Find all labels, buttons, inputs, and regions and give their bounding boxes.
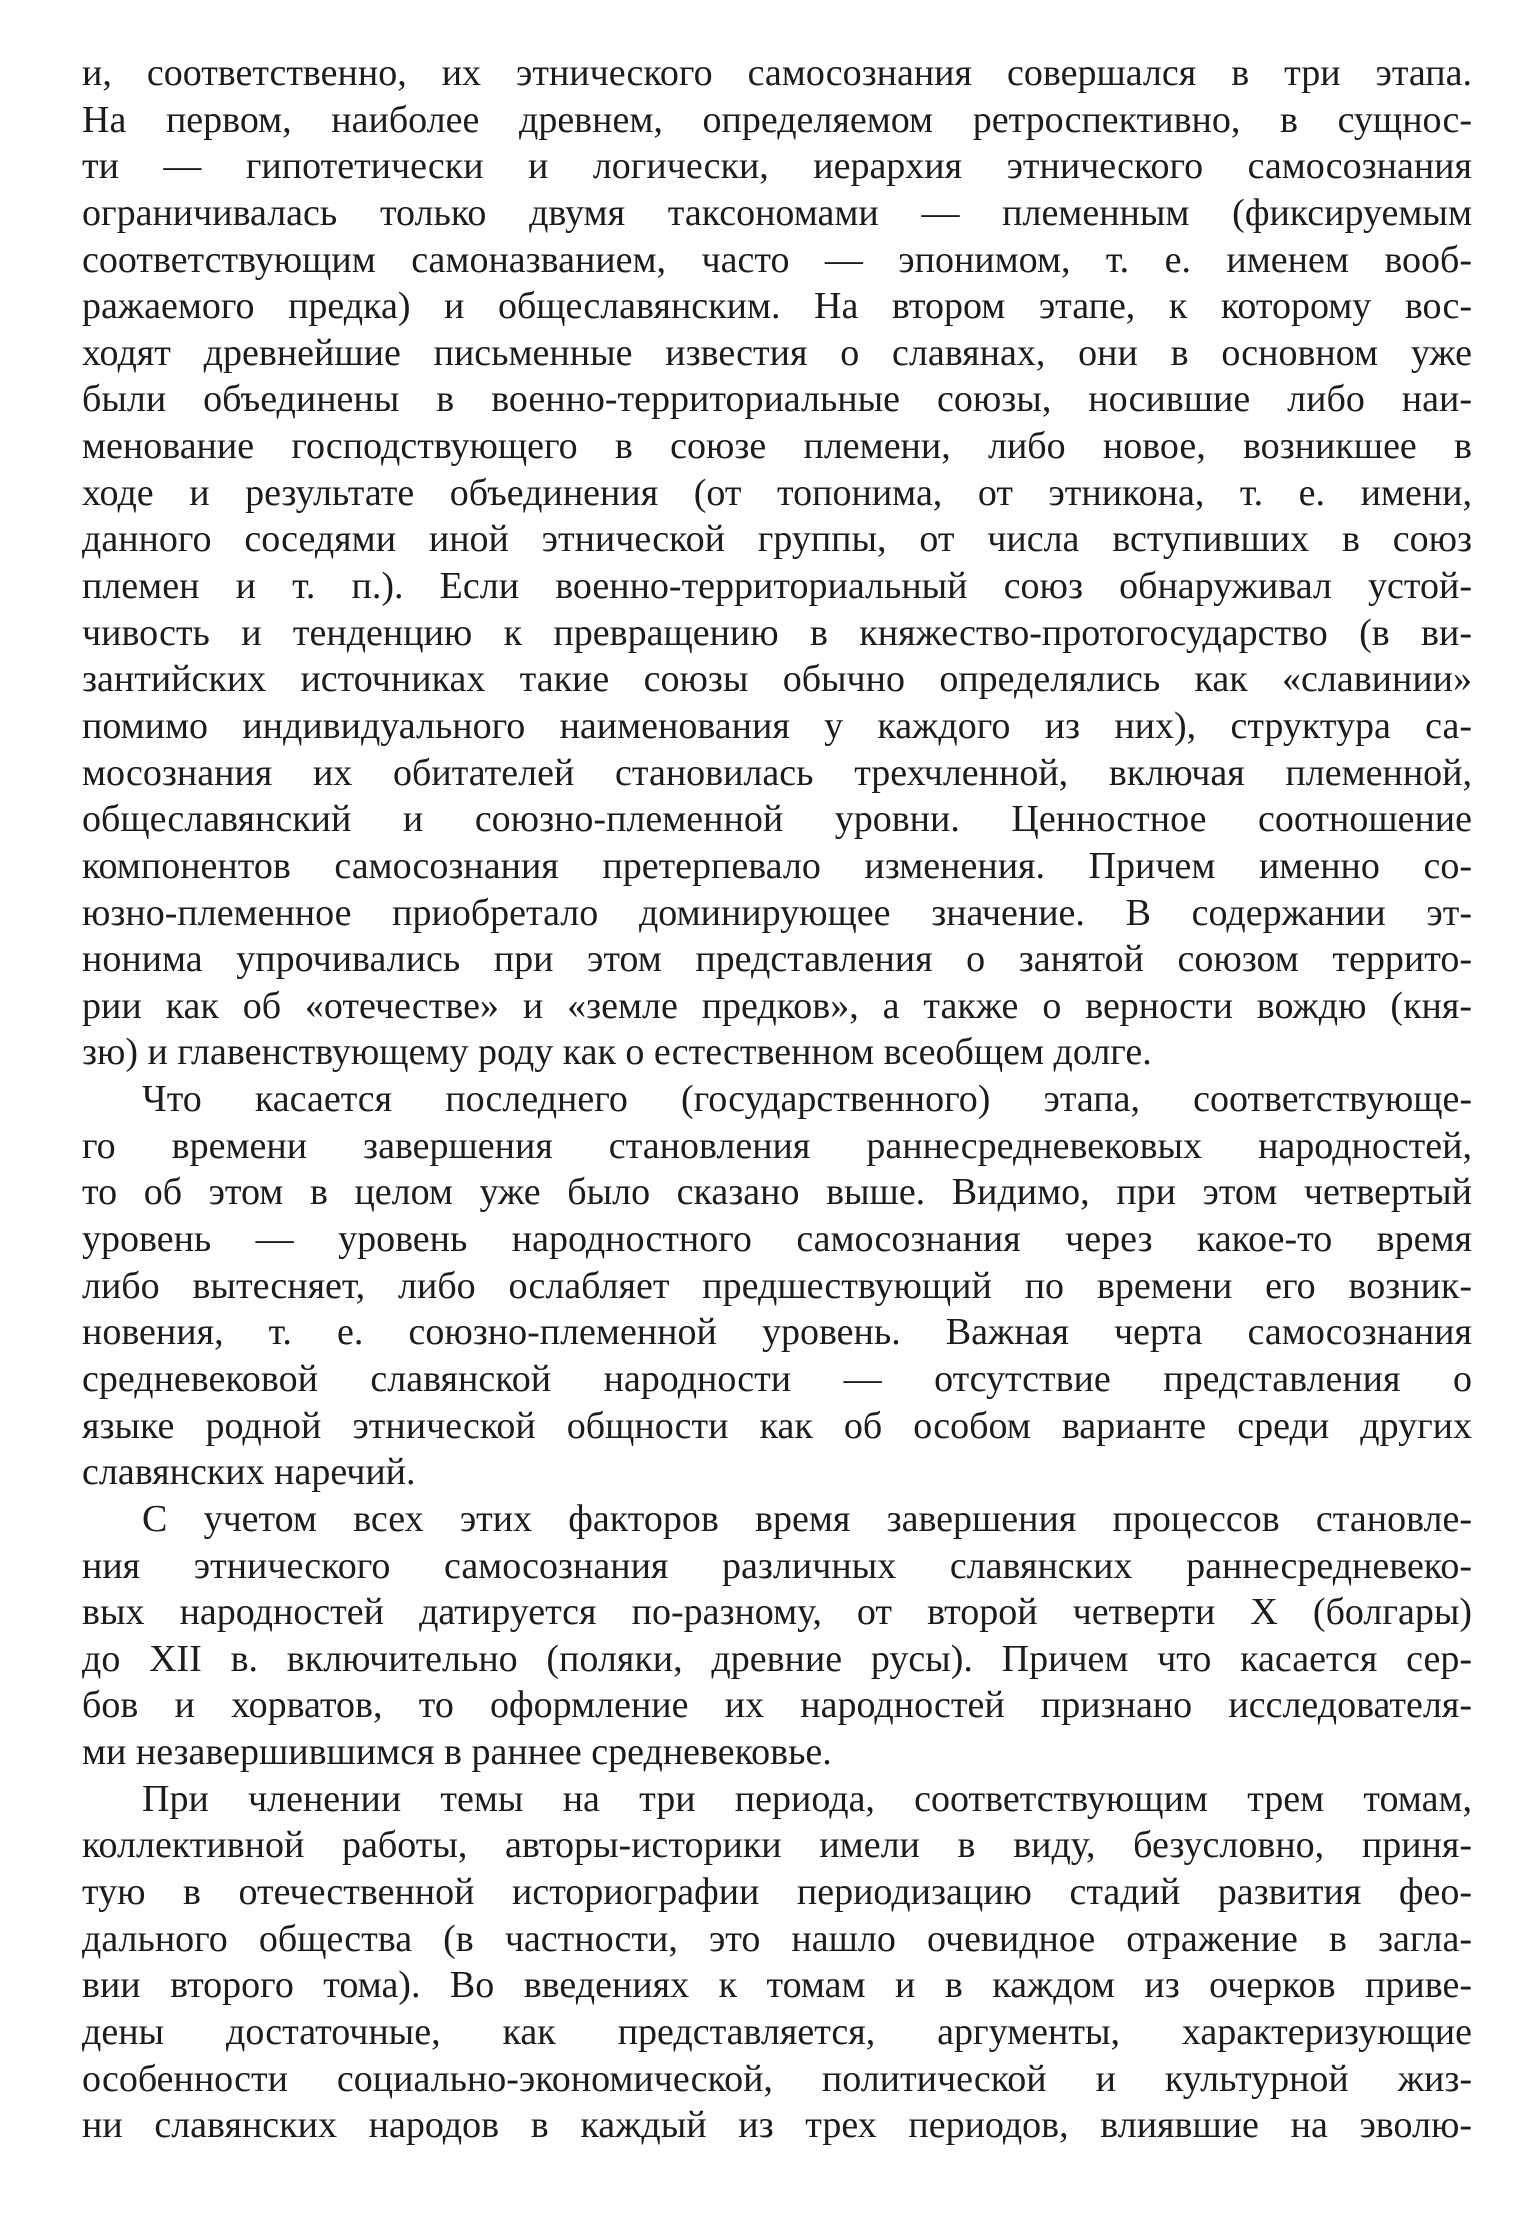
text-line: общеславянский и союзно-племенной уровни. Ценностное соотношение <box>82 798 1472 841</box>
text-line: ти — гипотетически и логически, иерархия этнического самосознания <box>82 145 1472 188</box>
text-line: данного соседями иной этнической группы, от числа вступивших в союз <box>82 518 1472 561</box>
text-line: особенности социально-экономической, политической и культурной жиз- <box>82 2057 1472 2100</box>
text-line: славянских наречий. <box>82 1451 416 1494</box>
text-line: дального общества (в частности, это нашло очевидное отражение в загла- <box>82 1917 1472 1960</box>
paragraph <box>82 1496 1472 1776</box>
text-line: На первом, наиболее древнем, определяемом ретроспективно, в сущнос- <box>82 98 1472 141</box>
text-line: компонентов самосознания претерпевало изменения. Причем именно со- <box>82 844 1472 887</box>
paragraph <box>82 50 1472 1076</box>
text-line: коллективной работы, авторы-историки имели в виду, безусловно, приня- <box>82 1824 1472 1867</box>
text-line: ходе и результате объединения (от топонима, от этникона, т. е. имени, <box>82 471 1472 514</box>
text-line: юзно-племенное приобретало доминирующее значение. В содержании эт- <box>82 891 1472 934</box>
text-line: дены достаточные, как представляется, аргументы, характеризующие <box>82 2010 1472 2053</box>
text-line: ми незавершившимся в раннее средневековье. <box>82 1731 832 1774</box>
text-line: го времени завершения становления раннесредневековых народностей, <box>82 1124 1472 1167</box>
text-line: племен и т. п.). Если военно-территориальный союз обнаруживал устой- <box>82 565 1472 608</box>
text-line: зантийских источниках такие союзы обычно определялись как «славинии» <box>82 658 1472 701</box>
text-line: вых народностей датируется по-разному, от второй четверти X (болгары) <box>82 1591 1472 1634</box>
text-line: ни славянских народов в каждый из трех периодов, влиявшие на эволю- <box>82 2104 1472 2147</box>
text-line: вии второго тома). Во введениях к томам и в каждом из очерков приве- <box>82 1964 1472 2007</box>
text-line: либо вытесняет, либо ослабляет предшествующий по времени его возник- <box>82 1264 1472 1307</box>
text-line: средневековой славянской народности — отсутствие представления о <box>82 1357 1472 1400</box>
text-line: рии как об «отечестве» и «земле предков», а также о верности вождю (кня- <box>82 984 1472 1027</box>
text-line: новения, т. е. союзно-племенной уровень. Важная черта самосознания <box>82 1311 1472 1354</box>
paragraph <box>82 1076 1472 1496</box>
text-line: ходят древнейшие письменные известия о славянах, они в основном уже <box>82 331 1472 374</box>
text-line: уровень — уровень народностного самосознания через какое-то время <box>82 1218 1472 1261</box>
paragraph <box>82 1776 1472 2149</box>
text-line: ния этнического самосознания различных славянских раннесредневеко- <box>82 1544 1472 1587</box>
text-line: менование господствующего в союзе племени, либо новое, возникшее в <box>82 425 1472 468</box>
text-line: нонима упрочивались при этом представления о занятой союзом террито- <box>82 938 1472 981</box>
text-line: соответствующим самоназванием, часто — эпонимом, т. е. именем вооб- <box>82 238 1472 281</box>
text-line: тую в отечественной историографии периодизацию стадий развития фео- <box>82 1870 1472 1913</box>
text-line: то об этом в целом уже было сказано выше. Видимо, при этом четвертый <box>82 1171 1472 1214</box>
text-line: ограничивалась только двумя таксономами — племенным (фиксируемым <box>82 191 1472 234</box>
text-line: до XII в. включительно (поляки, древние русы). Причем что касается сер- <box>82 1637 1472 1680</box>
text-line: При членении темы на три периода, соответствующим трем томам, <box>142 1777 1472 1820</box>
text-line: чивость и тенденцию к превращению в княжество-протогосударство (в ви- <box>82 611 1472 654</box>
text-line: и, соответственно, их этнического самосознания совершался в три этапа. <box>82 52 1472 94</box>
text-line: были объединены в военно-территориальные союзы, носившие либо наи- <box>82 378 1472 421</box>
text-line: помимо индивидуального наименования у каждого из них), структура са- <box>82 704 1472 747</box>
text-line: бов и хорватов, то оформление их народностей признано исследователя- <box>82 1684 1472 1727</box>
document-page <box>82 50 1472 2210</box>
text-line: Что касается последнего (государственного) этапа, соответствующе- <box>142 1078 1472 1121</box>
text-line: С учетом всех этих факторов время завершения процессов становле- <box>142 1497 1472 1540</box>
text-line: зю) и главенствующему роду как о естественном всеобщем долге. <box>82 1031 1152 1074</box>
text-line: мосознания их обитателей становилась трехчленной, включая племенной, <box>82 751 1472 794</box>
text-line: языке родной этнической общности как об особом варианте среди других <box>82 1404 1472 1447</box>
text-line: ражаемого предка) и общеславянским. На втором этапе, к которому вос- <box>82 285 1472 328</box>
